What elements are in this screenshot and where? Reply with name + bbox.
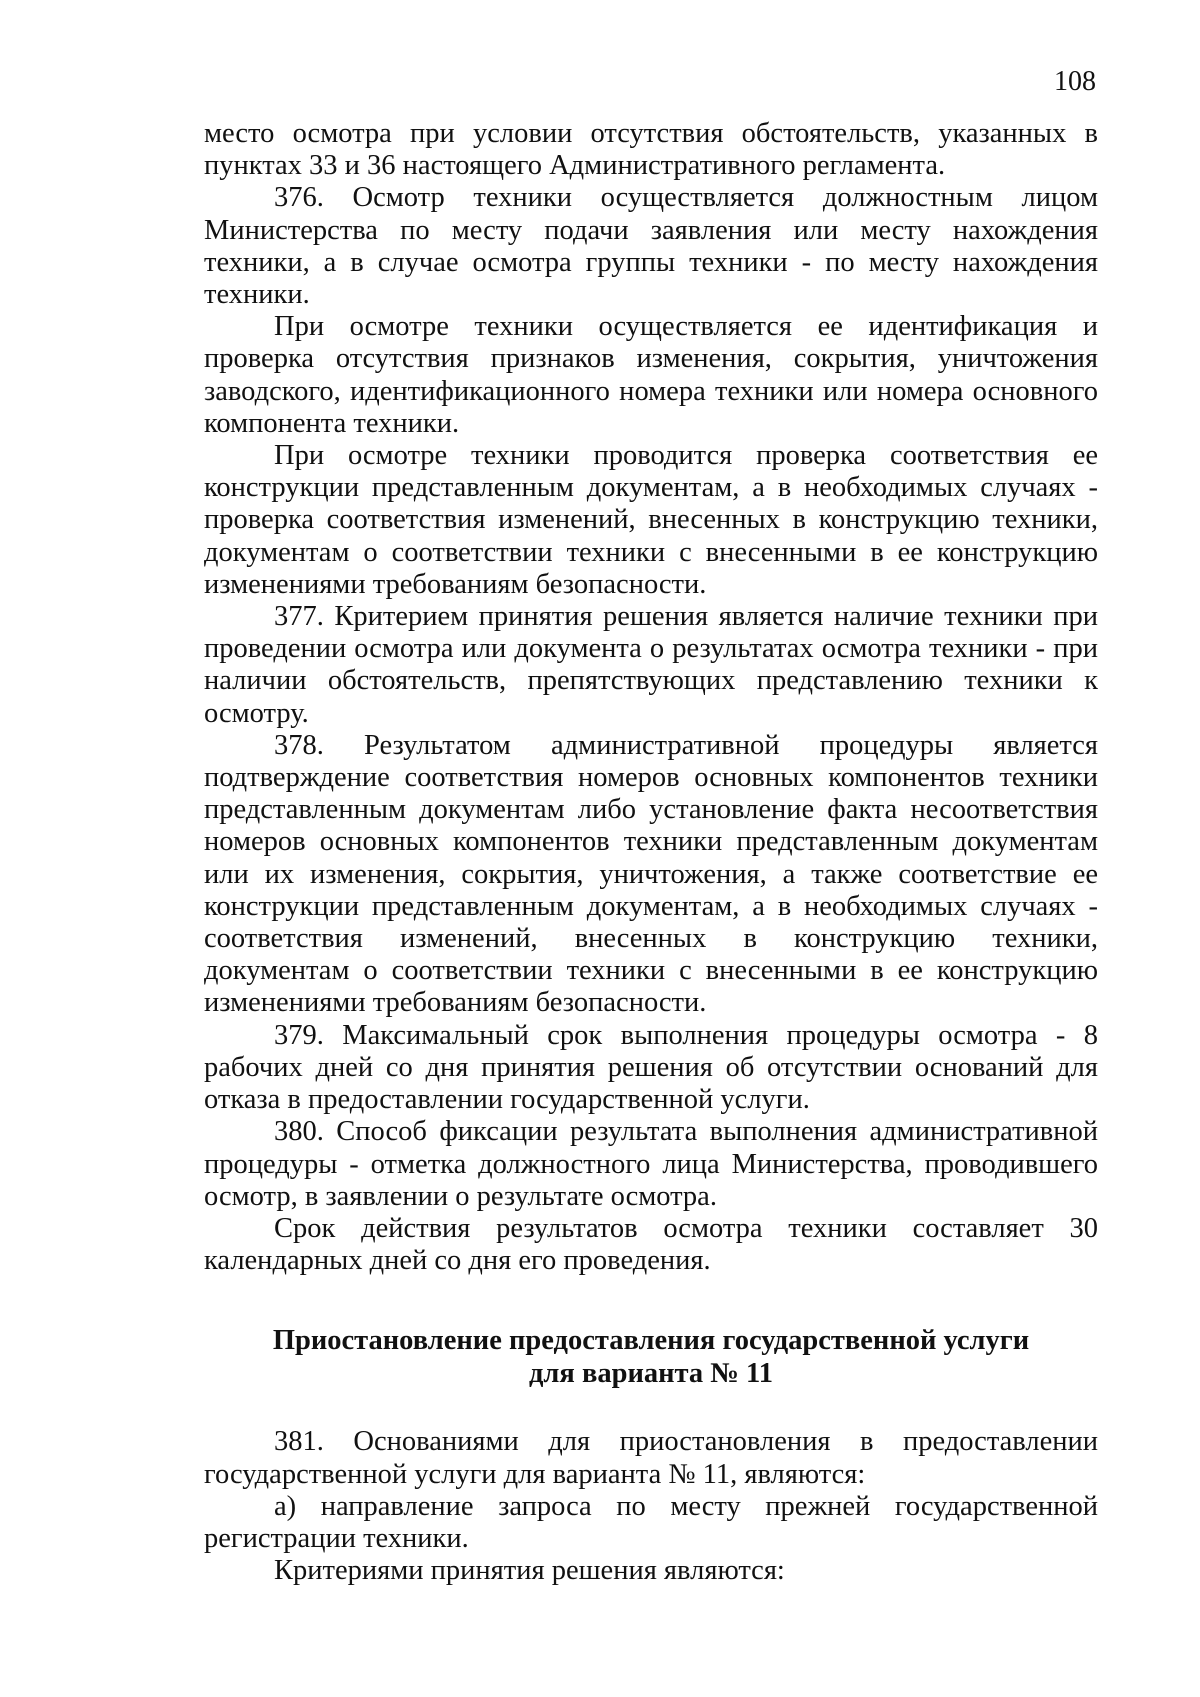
paragraph-group-bottom	[204, 1426, 1098, 1587]
section-heading	[204, 1325, 1098, 1390]
paragraph-p376b: При осмотре техники осуществляется ее идентификация и проверка отсутствия признаков изменения, сокрытия, уничтожения заводского, идентификационного номера техники или номера основного компонента техники.	[204, 311, 1098, 439]
paragraph-group-top	[204, 118, 1098, 1277]
paragraph-p381a: а) направление запроса по месту прежней государственной регистрации техники.	[204, 1490, 1098, 1554]
paragraph-p381: 381. Основаниями для приостановления в предоставлении государственной услуги для варианта № 11, являются:	[204, 1426, 1098, 1490]
paragraph-p381b: Критериями принятия решения являются:	[274, 1555, 785, 1587]
paragraph-p379: 379. Максимальный срок выполнения процедуры осмотра - 8 рабочих дней со дня принятия решения об отсутствии оснований для отказа в предоставлении государственной услуги.	[204, 1019, 1098, 1116]
paragraph-p380b: Срок действия результатов осмотра техники составляет 30 календарных дней со дня его проведения.	[204, 1212, 1098, 1277]
paragraph-p377: 377. Критерием принятия решения является наличие техники при проведении осмотра или документа о результатах осмотра техники - при наличии обстоятельств, препятствующих представлению техники к осмотру.	[204, 601, 1098, 729]
paragraph-p0: место осмотра при условии отсутствия обстоятельств, указанных в пунктах 33 и 36 настоящего Административного регламента.	[204, 118, 1098, 182]
paragraph-p380: 380. Способ фиксации результата выполнения административной процедуры - отметка должностного лица Министерства, проводившего осмотр, в заявлении о результате осмотра.	[204, 1116, 1098, 1212]
page-number: 108	[1054, 66, 1096, 97]
paragraph-p378: 378. Результатом административной процедуры является подтверждение соответствия номеров основных компонентов техники представленным документам либо установление факта несоответствия номеров основных компонентов техники представленным документам или их изменения, сокрытия, уничтожения, а также соответствие ее конструкции представленным документам, а в необходимых случаях - соответствия изменений, внесенных в конструкцию техники, документам о соответствии техники с внесенными в ее конструкцию изменениями требованиям безопасности.	[204, 729, 1098, 1019]
document-body	[204, 118, 1098, 1587]
section-heading-line-1: Приостановление предоставления государственной услуги	[272, 1325, 1030, 1357]
section-heading-line-2: для варианта № 11	[529, 1357, 773, 1389]
paragraph-p376c: При осмотре техники проводится проверка соответствия ее конструкции представленным документам, а в необходимых случаях - проверка соответствия изменений, внесенных в конструкцию техники, документам о соответствии техники с внесенными в ее конструкцию изменениями требованиям безопасности.	[204, 440, 1098, 600]
paragraph-p376: 376. Осмотр техники осуществляется должностным лицом Министерства по месту подачи заявления или месту нахождения техники, а в случае осмотра группы техники - по месту нахождения техники.	[204, 182, 1098, 311]
